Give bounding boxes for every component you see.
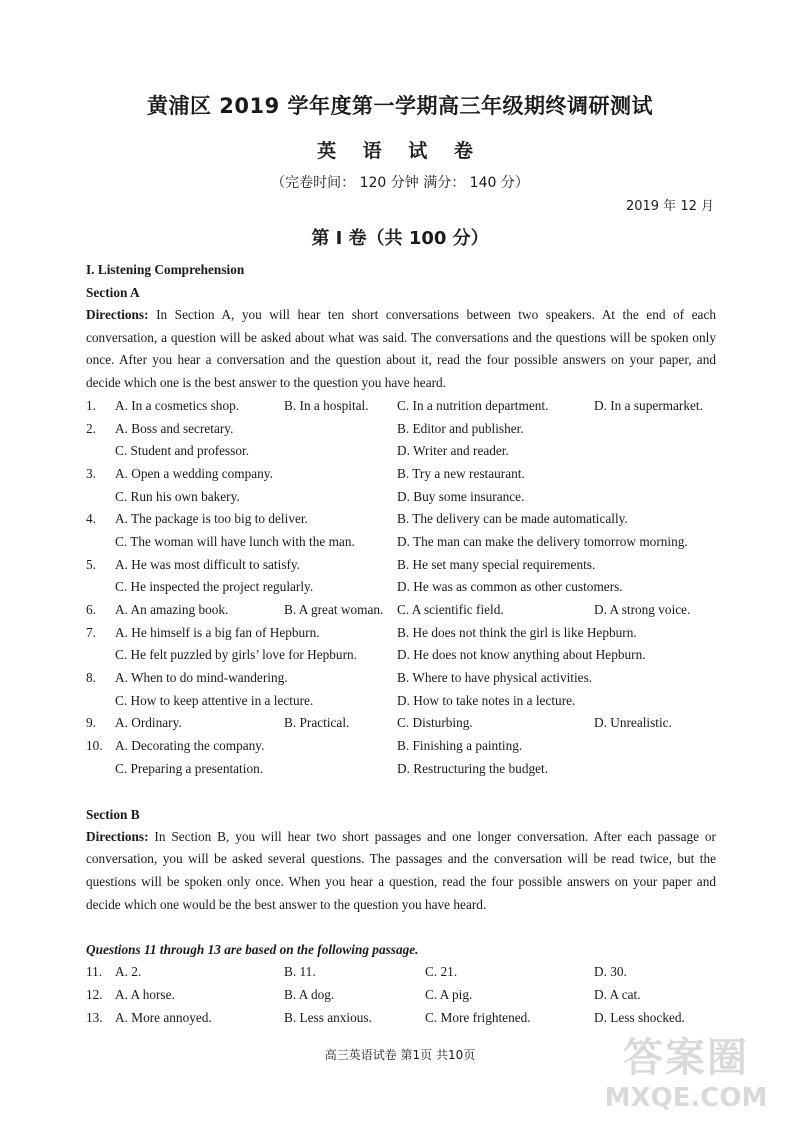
exam-content <box>86 258 716 1029</box>
question-row <box>86 508 716 531</box>
section-heading: I. Listening Comprehension <box>86 262 245 277</box>
option-c: C. He inspected the project regularly. <box>115 579 314 595</box>
option-c: C. More frightened. <box>425 1009 531 1025</box>
option-d: D. A strong voice. <box>594 602 691 617</box>
exam-date: 2019 年 12 月 <box>625 199 714 214</box>
option-d: D. Unrealistic. <box>594 715 672 731</box>
option-a: A. Decorating the company. <box>115 738 265 754</box>
question-row <box>86 463 716 486</box>
option-d: D. A cat. <box>594 987 641 1002</box>
option-c: C. A pig. <box>425 987 473 1002</box>
option-a: A. Ordinary. <box>115 715 182 731</box>
directions-text: In Section A, you will hear ten short conversations between two speakers. At the end of each conversation, a question will be asked about what was said. The conversations and the questions will be spoken only once. After you hear a conversation and the question about it, read the four possible answers on your paper, and decide which one is the best answer to the question you have heard. <box>86 307 716 391</box>
question-row <box>86 554 716 577</box>
option-b: B. 11. <box>284 964 316 980</box>
question-row <box>86 758 716 781</box>
option-c: C. How to keep attentive in a lecture. <box>115 692 314 708</box>
question-row <box>86 440 716 463</box>
option-a: A. An amazing book. <box>115 602 229 617</box>
option-c: C. In a nutrition department. <box>397 397 549 413</box>
question-row <box>86 984 716 1007</box>
option-b: B. He does not think the girl is like Hepburn. <box>397 624 637 640</box>
option-d: D. Less shocked. <box>594 1009 685 1025</box>
option-a: A. He himself is a big fan of Hepburn. <box>115 624 320 640</box>
spacer <box>86 781 716 803</box>
question-number: 7. <box>86 624 96 640</box>
option-c: C. Run his own bakery. <box>115 488 240 504</box>
exam-title: 黄浦区 2019 学年度第一学期高三年级期终调研测试 <box>146 94 654 118</box>
question-row <box>86 961 716 984</box>
watermark-text: 答案圈 <box>623 1035 749 1081</box>
option-b: B. Try a new restaurant. <box>397 465 525 481</box>
option-a: A. When to do mind-wandering. <box>115 670 288 686</box>
question-number: 5. <box>86 556 96 572</box>
option-b: B. He set many special requirements. <box>397 556 596 572</box>
directions-label: Directions: <box>86 307 149 322</box>
directions-label: Directions: <box>86 828 149 844</box>
section-a-directions <box>86 304 716 395</box>
question-row <box>86 690 716 713</box>
option-b: B. Less anxious. <box>284 1009 372 1025</box>
option-b: B. The delivery can be made automatically. <box>397 511 628 527</box>
section-b-directions <box>86 826 716 917</box>
question-row <box>86 576 716 599</box>
question-row <box>86 644 716 667</box>
option-d: D. Restructuring the budget. <box>397 760 549 776</box>
option-a: A. Open a wedding company. <box>115 465 273 481</box>
question-row <box>86 486 716 509</box>
option-d: D. The man can make the delivery tomorrow morning. <box>397 533 688 549</box>
watermark-url: MXQE.COM <box>604 1083 768 1113</box>
question-number: 6. <box>86 602 96 617</box>
question-row <box>86 418 716 441</box>
option-c: C. Disturbing. <box>397 715 473 731</box>
option-d: D. Writer and reader. <box>397 443 509 459</box>
page-footer: 高三英语试卷 第1页 共10页 <box>324 1048 476 1062</box>
option-c: C. The woman will have lunch with the man. <box>115 533 355 549</box>
question-number: 2. <box>86 420 96 436</box>
part-title: 第 I 卷（共 100 分） <box>311 228 489 249</box>
option-c: C. Student and professor. <box>115 443 250 459</box>
question-row <box>86 735 716 758</box>
option-d: D. He does not know anything about Hepburn. <box>397 647 646 663</box>
question-row <box>86 667 716 690</box>
question-number: 3. <box>86 465 96 481</box>
option-d: D. How to take notes in a lecture. <box>397 692 576 708</box>
question-number: 13. <box>86 1009 103 1025</box>
question-row <box>86 1007 716 1030</box>
option-b: B. A great woman. <box>284 602 384 617</box>
time-info: （完卷时间： 120 分钟 满分： 140 分） <box>271 175 529 191</box>
option-a: A. Boss and secretary. <box>115 420 234 436</box>
option-c: C. He felt puzzled by girls’ love for Hepburn. <box>115 647 357 663</box>
option-d: D. 30. <box>594 964 627 980</box>
question-number: 1. <box>86 397 96 413</box>
option-b: B. A dog. <box>284 987 335 1002</box>
option-a: A. The package is too big to deliver. <box>115 511 308 527</box>
question-row <box>86 531 716 554</box>
option-d: D. Buy some insurance. <box>397 488 525 504</box>
question-number: 8. <box>86 670 96 686</box>
exam-subtitle: 英 语 试 卷 <box>317 140 483 162</box>
option-a: A. A horse. <box>115 987 175 1002</box>
option-a: A. In a cosmetics shop. <box>115 397 240 413</box>
spacer <box>86 916 716 938</box>
question-row <box>86 712 716 735</box>
option-c: C. A scientific field. <box>397 602 504 617</box>
option-b: B. Finishing a painting. <box>397 738 523 754</box>
question-number: 11. <box>86 964 103 980</box>
option-b: B. In a hospital. <box>284 397 369 413</box>
question-row <box>86 622 716 645</box>
question-row <box>86 395 716 418</box>
option-c: C. 21. <box>425 964 458 980</box>
passage-heading: Questions 11 through 13 are based on the following passage. <box>86 942 419 958</box>
option-b: B. Practical. <box>284 715 350 731</box>
question-row <box>86 599 716 622</box>
section-b-label: Section B <box>86 806 140 822</box>
section-a-label: Section A <box>86 285 140 300</box>
question-number: 4. <box>86 511 96 527</box>
directions-text: In Section B, you will hear two short passages and one longer conversation. After each passage or conversation, you will be asked several questions. The passages and the conversation will be read twice, but the questions will be spoken only once. When you hear a question, read the four possible answers on your paper and decide which one would be the best answer to the question you have heard. <box>86 828 716 912</box>
option-a: A. He was most difficult to satisfy. <box>115 556 301 572</box>
option-d: D. He was as common as other customers. <box>397 579 623 595</box>
option-a: A. More annoyed. <box>115 1009 212 1025</box>
option-b: B. Editor and publisher. <box>397 420 524 436</box>
watermark-logo <box>586 1034 786 1124</box>
option-b: B. Where to have physical activities. <box>397 670 593 686</box>
question-number: 12. <box>86 987 103 1002</box>
option-a: A. 2. <box>115 964 142 980</box>
option-c: C. Preparing a presentation. <box>115 760 264 776</box>
question-number: 9. <box>86 715 96 731</box>
question-number: 10. <box>86 738 103 754</box>
option-d: D. In a supermarket. <box>594 397 703 413</box>
